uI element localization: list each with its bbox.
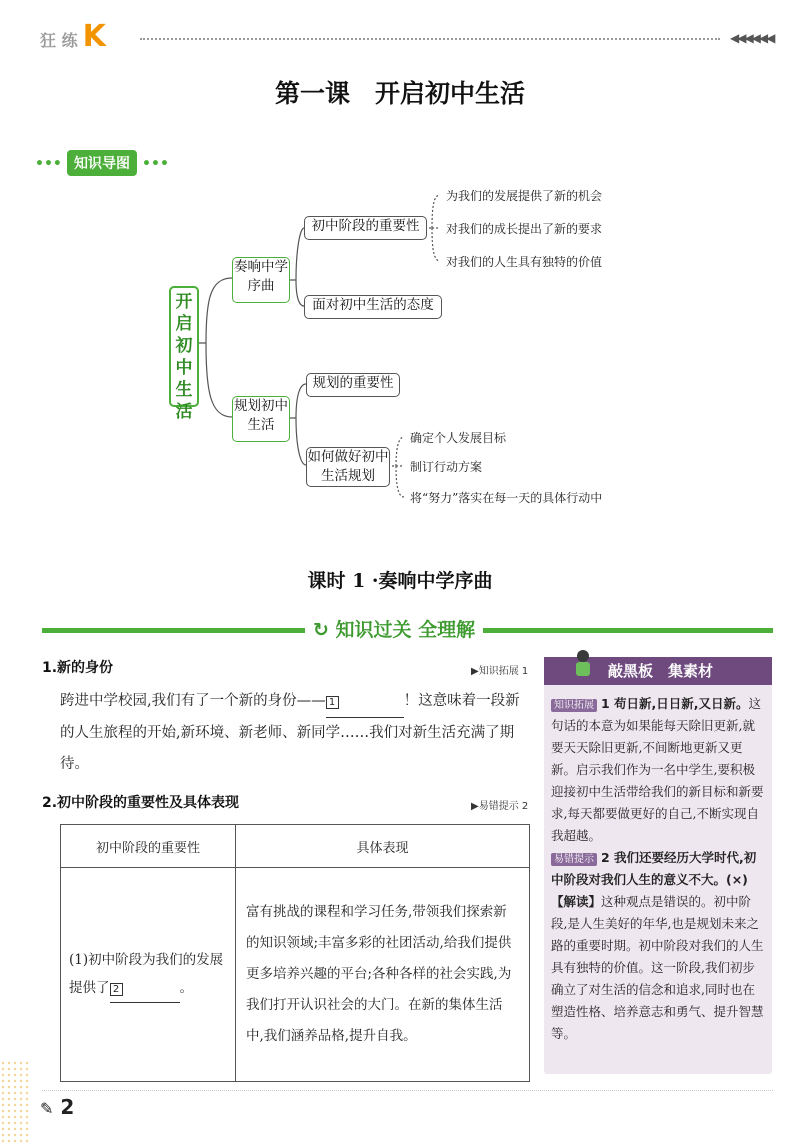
- heading-importance: 2.初中阶段的重要性及具体表现: [42, 795, 240, 811]
- teacher-icon: [568, 648, 598, 678]
- node-plan-importance: 规划的重要性: [306, 373, 400, 397]
- tag-knowledge: 知识拓展: [551, 699, 597, 712]
- node-importance: 初中阶段的重要性: [304, 216, 427, 240]
- header-arrows: ◀◀◀◀◀◀: [730, 31, 774, 45]
- banner-label: ↻ 知识过关 全理解: [305, 615, 483, 642]
- leaf-unique-value: 对我们的人生具有独特的价值: [446, 255, 603, 269]
- tag-error-tip: ▶易错提示 2: [471, 801, 529, 812]
- table-header-manifestation: 具体表现: [236, 825, 530, 868]
- branch-zouxiang: 奏响中学序曲: [232, 257, 290, 303]
- leaf-set-goal: 确定个人发展目标: [410, 431, 507, 445]
- pencil-icon: ✎: [40, 1099, 54, 1118]
- logo-mark: K: [82, 19, 106, 54]
- mindmap-connectors: [0, 0, 800, 560]
- sidebar-content: 知识拓展 1 苟日新,日日新,又日新。这句话的本意为如果能每天除旧更新,就要天天除旧更新,不间断地更新又更新。启示我们作为一名中学生,要积极迎接初中生活带给我们的新目标和新要求,每天都要做更好的自己,不断实现自我超越。 易错提示 2 我们还要经历大学时代,初中阶段对我们人生的意义不大。(×) 【解读】这种观点是错误的。初中阶段,是人生美好的年华,也是规划未来之路的重要时期。初中阶段对我们的人生具有独特的价值。这一阶段,我们初步确立了对生活的信念和追求,同时也在塑造性格、培养意志和勇气、提升智慧等。: [551, 696, 764, 1041]
- table-cell-right: 富有挑战的课程和学习任务,带领我们探索新的知识领域;丰富多彩的社团活动,给我们提供更多培养兴趣的平台;各种各样的社会实践,为我们打开认识社会的大门。在新的集体生活中,我们涵养品格,提升自我。: [236, 868, 530, 1082]
- answer-blank-2[interactable]: 2: [110, 974, 180, 1003]
- page-number: ✎ 2: [40, 1095, 75, 1119]
- paragraph-new-identity: 跨进中学校园,我们有了一个新的身份—— 1 ！这意味着一段新的人生旅程的开始,新环境、新老师、新同学……我们对新生活充满了期待。: [60, 686, 532, 780]
- heading-new-identity: 1.新的身份: [42, 660, 114, 676]
- table-cell-left: (1)初中阶段为我们的发展提供了 2 。: [61, 868, 236, 1082]
- importance-table: [60, 824, 530, 1082]
- footer-rule: [42, 1090, 773, 1091]
- branch-planning: 规划初中生活: [232, 396, 290, 442]
- node-how-to-plan: 如何做好初中生活规划: [306, 447, 390, 487]
- leaf-new-requirement: 对我们的成长提出了新的要求: [446, 222, 603, 236]
- decor-dots: [0, 1060, 30, 1145]
- tag-error: 易错提示: [551, 853, 597, 866]
- table-header-importance: 初中阶段的重要性: [61, 825, 236, 868]
- tag-knowledge-ext: ▶知识拓展 1: [471, 666, 529, 677]
- leaf-new-opportunity: 为我们的发展提供了新的机会: [446, 189, 603, 203]
- sidebar-title: 敲黑板 集素材: [608, 662, 714, 680]
- leaf-daily-effort: 将“努力”落实在每一天的具体行动中: [410, 491, 603, 505]
- mindmap-badge: ••• 知识导图 •••: [35, 150, 169, 176]
- refresh-icon: ↻: [313, 619, 329, 641]
- page-title: 第一课 开启初中生活: [274, 79, 525, 108]
- brand-logo: 狂 练 K: [40, 19, 106, 54]
- mindmap-root: 开启初中生活: [169, 286, 199, 407]
- node-attitude: 面对初中生活的态度: [304, 295, 442, 319]
- leaf-action-plan: 制订行动方案: [410, 460, 483, 474]
- badge-label: 知识导图: [67, 150, 137, 176]
- answer-blank-1[interactable]: 1: [326, 686, 404, 718]
- lesson-title: 课时 1 ·奏响中学序曲: [307, 570, 493, 592]
